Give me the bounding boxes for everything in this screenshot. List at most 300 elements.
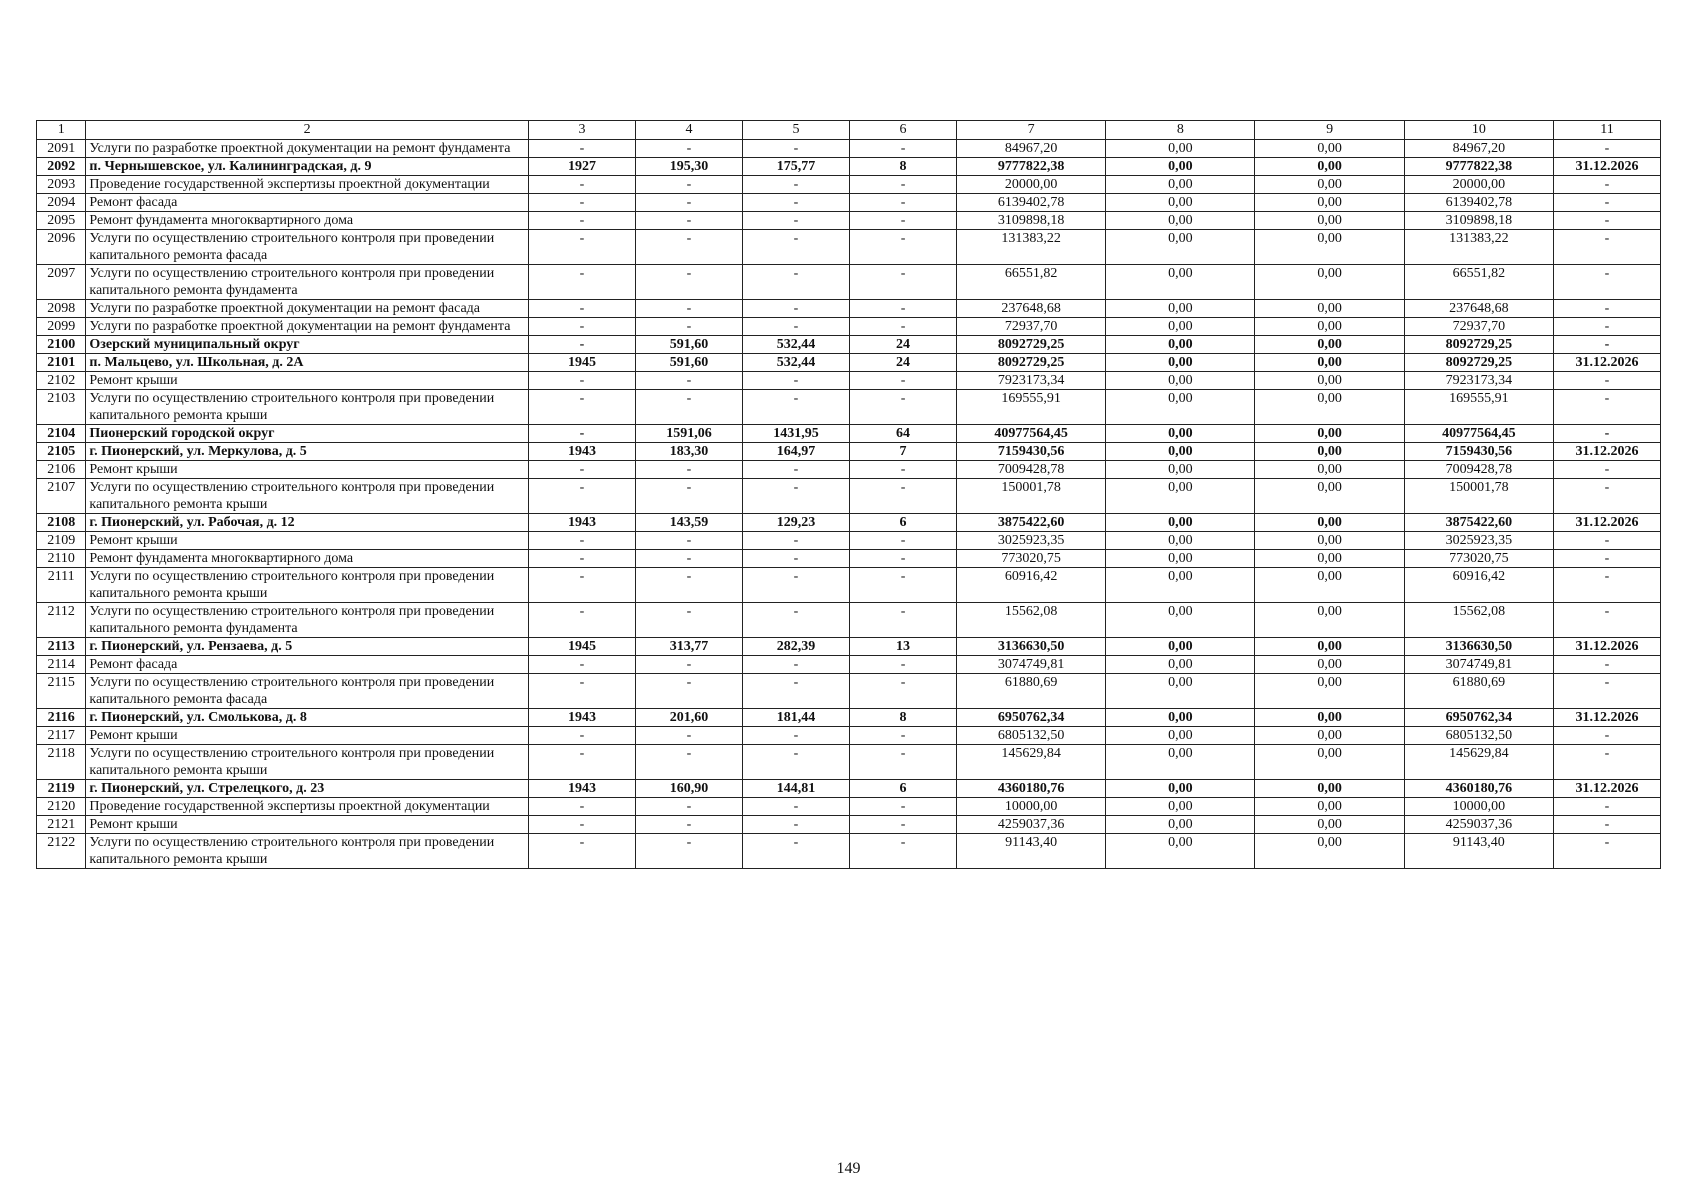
name-cell: Ремонт крыши [86, 532, 529, 550]
name-cell: Услуги по осуществлению строительного контроля при проведении капитального ремонта фасада [86, 674, 529, 709]
owners-fund-cell: 7923173,34 [1404, 372, 1553, 390]
area-living-cell: 175,77 [742, 158, 849, 176]
total-cost-cell: 66551,82 [957, 265, 1106, 300]
residents-cell: - [850, 798, 957, 816]
column-header-6: 6 [850, 121, 957, 140]
row-number-cell: 2116 [37, 709, 86, 727]
fund-a-cell: 0,00 [1106, 443, 1255, 461]
area-total-cell: 201,60 [635, 709, 742, 727]
name-cell: Озерский муниципальный округ [86, 336, 529, 354]
fund-a-cell: 0,00 [1106, 780, 1255, 798]
name-cell: г. Пионерский, ул. Рабочая, д. 12 [86, 514, 529, 532]
area-living-cell: 129,23 [742, 514, 849, 532]
total-cost-cell: 150001,78 [957, 479, 1106, 514]
deadline-cell: - [1553, 656, 1660, 674]
area-total-cell: - [635, 550, 742, 568]
fund-b-cell: 0,00 [1255, 194, 1404, 212]
name-cell: п. Чернышевское, ул. Калининградская, д. 9 [86, 158, 529, 176]
table-row [37, 568, 1661, 603]
residents-cell: 8 [850, 158, 957, 176]
fund-a-cell: 0,00 [1106, 550, 1255, 568]
deadline-cell: - [1553, 300, 1660, 318]
row-number-cell: 2117 [37, 727, 86, 745]
owners-fund-cell: 60916,42 [1404, 568, 1553, 603]
fund-a-cell: 0,00 [1106, 638, 1255, 656]
fund-a-cell: 0,00 [1106, 194, 1255, 212]
residents-cell: - [850, 656, 957, 674]
area-living-cell: - [742, 816, 849, 834]
row-number-cell: 2106 [37, 461, 86, 479]
deadline-cell: - [1553, 816, 1660, 834]
table-row [37, 372, 1661, 390]
name-cell: Ремонт фундамента многоквартирного дома [86, 550, 529, 568]
area-living-cell: - [742, 798, 849, 816]
deadline-cell: - [1553, 532, 1660, 550]
fund-a-cell: 0,00 [1106, 372, 1255, 390]
area-living-cell: - [742, 568, 849, 603]
table-row [37, 532, 1661, 550]
fund-b-cell: 0,00 [1255, 727, 1404, 745]
area-total-cell: - [635, 265, 742, 300]
owners-fund-cell: 91143,40 [1404, 834, 1553, 869]
year-cell: - [528, 318, 635, 336]
name-cell: Проведение государственной экспертизы проектной документации [86, 176, 529, 194]
total-cost-cell: 3109898,18 [957, 212, 1106, 230]
row-number-cell: 2108 [37, 514, 86, 532]
name-cell: Услуги по осуществлению строительного контроля при проведении капитального ремонта фундамента [86, 265, 529, 300]
name-cell: г. Пионерский, ул. Смолькова, д. 8 [86, 709, 529, 727]
year-cell: 1945 [528, 638, 635, 656]
area-total-cell: - [635, 300, 742, 318]
deadline-cell: - [1553, 372, 1660, 390]
area-living-cell: 282,39 [742, 638, 849, 656]
name-cell: Ремонт фундамента многоквартирного дома [86, 212, 529, 230]
fund-a-cell: 0,00 [1106, 798, 1255, 816]
table-row [37, 638, 1661, 656]
deadline-cell: - [1553, 568, 1660, 603]
table-row [37, 443, 1661, 461]
area-living-cell: - [742, 194, 849, 212]
name-cell: Ремонт фасада [86, 194, 529, 212]
total-cost-cell: 61880,69 [957, 674, 1106, 709]
name-cell: Ремонт крыши [86, 816, 529, 834]
row-number-cell: 2110 [37, 550, 86, 568]
deadline-cell: - [1553, 336, 1660, 354]
total-cost-cell: 6139402,78 [957, 194, 1106, 212]
document-sheet [36, 120, 1661, 869]
table-row [37, 140, 1661, 158]
residents-cell: - [850, 532, 957, 550]
area-total-cell: - [635, 745, 742, 780]
row-number-cell: 2100 [37, 336, 86, 354]
area-living-cell: - [742, 318, 849, 336]
year-cell: - [528, 798, 635, 816]
fund-a-cell: 0,00 [1106, 354, 1255, 372]
row-number-cell: 2097 [37, 265, 86, 300]
fund-b-cell: 0,00 [1255, 798, 1404, 816]
fund-a-cell: 0,00 [1106, 300, 1255, 318]
total-cost-cell: 60916,42 [957, 568, 1106, 603]
total-cost-cell: 7009428,78 [957, 461, 1106, 479]
name-cell: Услуги по осуществлению строительного контроля при проведении капитального ремонта крыши [86, 568, 529, 603]
fund-b-cell: 0,00 [1255, 479, 1404, 514]
area-living-cell: - [742, 603, 849, 638]
fund-b-cell: 0,00 [1255, 745, 1404, 780]
total-cost-cell: 7923173,34 [957, 372, 1106, 390]
area-total-cell: - [635, 798, 742, 816]
owners-fund-cell: 8092729,25 [1404, 354, 1553, 372]
owners-fund-cell: 7009428,78 [1404, 461, 1553, 479]
owners-fund-cell: 131383,22 [1404, 230, 1553, 265]
fund-a-cell: 0,00 [1106, 568, 1255, 603]
fund-b-cell: 0,00 [1255, 300, 1404, 318]
residents-cell: 8 [850, 709, 957, 727]
area-living-cell: 181,44 [742, 709, 849, 727]
area-total-cell: - [635, 140, 742, 158]
fund-b-cell: 0,00 [1255, 780, 1404, 798]
row-number-cell: 2091 [37, 140, 86, 158]
owners-fund-cell: 4360180,76 [1404, 780, 1553, 798]
fund-a-cell: 0,00 [1106, 390, 1255, 425]
name-cell: г. Пионерский, ул. Стрелецкого, д. 23 [86, 780, 529, 798]
residents-cell: - [850, 140, 957, 158]
name-cell: Ремонт крыши [86, 372, 529, 390]
residents-cell: 24 [850, 336, 957, 354]
row-number-cell: 2102 [37, 372, 86, 390]
fund-a-cell: 0,00 [1106, 727, 1255, 745]
name-cell: Услуги по осуществлению строительного контроля при проведении капитального ремонта фасада [86, 230, 529, 265]
area-total-cell: - [635, 532, 742, 550]
row-number-cell: 2112 [37, 603, 86, 638]
deadline-cell: - [1553, 461, 1660, 479]
fund-b-cell: 0,00 [1255, 656, 1404, 674]
deadline-cell: 31.12.2026 [1553, 514, 1660, 532]
area-living-cell: - [742, 212, 849, 230]
column-header-5: 5 [742, 121, 849, 140]
residents-cell: - [850, 479, 957, 514]
residents-cell: - [850, 230, 957, 265]
area-total-cell: - [635, 603, 742, 638]
fund-b-cell: 0,00 [1255, 514, 1404, 532]
year-cell: 1943 [528, 780, 635, 798]
row-number-cell: 2111 [37, 568, 86, 603]
owners-fund-cell: 40977564,45 [1404, 425, 1553, 443]
name-cell: Ремонт фасада [86, 656, 529, 674]
owners-fund-cell: 8092729,25 [1404, 336, 1553, 354]
table-row [37, 194, 1661, 212]
area-living-cell: - [742, 300, 849, 318]
year-cell: - [528, 300, 635, 318]
area-living-cell: - [742, 372, 849, 390]
deadline-cell: - [1553, 230, 1660, 265]
row-number-cell: 2105 [37, 443, 86, 461]
residents-cell: 24 [850, 354, 957, 372]
fund-a-cell: 0,00 [1106, 656, 1255, 674]
area-living-cell: 1431,95 [742, 425, 849, 443]
deadline-cell: 31.12.2026 [1553, 780, 1660, 798]
area-total-cell: - [635, 194, 742, 212]
area-total-cell: - [635, 390, 742, 425]
total-cost-cell: 72937,70 [957, 318, 1106, 336]
area-living-cell: 144,81 [742, 780, 849, 798]
owners-fund-cell: 237648,68 [1404, 300, 1553, 318]
year-cell: - [528, 425, 635, 443]
owners-fund-cell: 7159430,56 [1404, 443, 1553, 461]
column-header-10: 10 [1404, 121, 1553, 140]
area-total-cell: - [635, 568, 742, 603]
fund-a-cell: 0,00 [1106, 816, 1255, 834]
area-living-cell: 164,97 [742, 443, 849, 461]
deadline-cell: - [1553, 212, 1660, 230]
year-cell: - [528, 568, 635, 603]
fund-b-cell: 0,00 [1255, 212, 1404, 230]
area-living-cell: - [742, 656, 849, 674]
table-row [37, 674, 1661, 709]
name-cell: г. Пионерский, ул. Рензаева, д. 5 [86, 638, 529, 656]
row-number-cell: 2099 [37, 318, 86, 336]
year-cell: - [528, 479, 635, 514]
column-header-9: 9 [1255, 121, 1404, 140]
row-number-cell: 2109 [37, 532, 86, 550]
table-row [37, 354, 1661, 372]
area-living-cell: - [742, 230, 849, 265]
fund-b-cell: 0,00 [1255, 336, 1404, 354]
area-living-cell: - [742, 390, 849, 425]
residents-cell: - [850, 390, 957, 425]
table-row [37, 479, 1661, 514]
area-living-cell: - [742, 176, 849, 194]
total-cost-cell: 3025923,35 [957, 532, 1106, 550]
residents-cell: - [850, 176, 957, 194]
fund-b-cell: 0,00 [1255, 390, 1404, 425]
fund-a-cell: 0,00 [1106, 461, 1255, 479]
deadline-cell: 31.12.2026 [1553, 709, 1660, 727]
area-total-cell: - [635, 834, 742, 869]
name-cell: Услуги по осуществлению строительного контроля при проведении капитального ремонта фундамента [86, 603, 529, 638]
area-living-cell: - [742, 834, 849, 869]
area-total-cell: - [635, 372, 742, 390]
table-row [37, 780, 1661, 798]
year-cell: - [528, 727, 635, 745]
name-cell: Услуги по осуществлению строительного контроля при проведении капитального ремонта крыши [86, 745, 529, 780]
fund-a-cell: 0,00 [1106, 212, 1255, 230]
residents-cell: - [850, 265, 957, 300]
table-row [37, 834, 1661, 869]
table-row [37, 816, 1661, 834]
deadline-cell: - [1553, 745, 1660, 780]
area-living-cell: - [742, 479, 849, 514]
table-row [37, 461, 1661, 479]
year-cell: - [528, 834, 635, 869]
total-cost-cell: 4259037,36 [957, 816, 1106, 834]
row-number-cell: 2118 [37, 745, 86, 780]
name-cell: Услуги по осуществлению строительного контроля при проведении капитального ремонта крыши [86, 834, 529, 869]
column-header-2: 2 [86, 121, 529, 140]
name-cell: Услуги по осуществлению строительного контроля при проведении капитального ремонта крыши [86, 390, 529, 425]
table-row [37, 318, 1661, 336]
area-total-cell: - [635, 656, 742, 674]
fund-b-cell: 0,00 [1255, 176, 1404, 194]
deadline-cell: - [1553, 834, 1660, 869]
owners-fund-cell: 6805132,50 [1404, 727, 1553, 745]
deadline-cell: - [1553, 479, 1660, 514]
area-living-cell: - [742, 550, 849, 568]
residents-cell: - [850, 212, 957, 230]
deadline-cell: 31.12.2026 [1553, 443, 1660, 461]
table-row [37, 425, 1661, 443]
row-number-cell: 2092 [37, 158, 86, 176]
name-cell: Услуги по разработке проектной документации на ремонт фундамента [86, 318, 529, 336]
area-total-cell: - [635, 674, 742, 709]
row-number-cell: 2096 [37, 230, 86, 265]
residents-cell: - [850, 834, 957, 869]
owners-fund-cell: 6139402,78 [1404, 194, 1553, 212]
residents-cell: - [850, 461, 957, 479]
owners-fund-cell: 3109898,18 [1404, 212, 1553, 230]
deadline-cell: - [1553, 425, 1660, 443]
owners-fund-cell: 66551,82 [1404, 265, 1553, 300]
fund-a-cell: 0,00 [1106, 318, 1255, 336]
fund-a-cell: 0,00 [1106, 176, 1255, 194]
total-cost-cell: 6950762,34 [957, 709, 1106, 727]
area-total-cell: - [635, 230, 742, 265]
area-living-cell: 532,44 [742, 354, 849, 372]
residents-cell: - [850, 568, 957, 603]
year-cell: - [528, 390, 635, 425]
fund-a-cell: 0,00 [1106, 745, 1255, 780]
fund-b-cell: 0,00 [1255, 140, 1404, 158]
residents-cell: - [850, 603, 957, 638]
total-cost-cell: 8092729,25 [957, 336, 1106, 354]
deadline-cell: - [1553, 798, 1660, 816]
fund-a-cell: 0,00 [1106, 603, 1255, 638]
row-number-cell: 2104 [37, 425, 86, 443]
owners-fund-cell: 84967,20 [1404, 140, 1553, 158]
deadline-cell: 31.12.2026 [1553, 158, 1660, 176]
owners-fund-cell: 9777822,38 [1404, 158, 1553, 176]
owners-fund-cell: 10000,00 [1404, 798, 1553, 816]
area-living-cell: - [742, 140, 849, 158]
residents-cell: - [850, 550, 957, 568]
owners-fund-cell: 72937,70 [1404, 318, 1553, 336]
year-cell: 1943 [528, 709, 635, 727]
deadline-cell: - [1553, 265, 1660, 300]
residents-cell: - [850, 372, 957, 390]
row-number-cell: 2093 [37, 176, 86, 194]
row-number-cell: 2115 [37, 674, 86, 709]
fund-b-cell: 0,00 [1255, 532, 1404, 550]
deadline-cell: - [1553, 318, 1660, 336]
residents-cell: - [850, 816, 957, 834]
area-total-cell: 195,30 [635, 158, 742, 176]
table-row [37, 798, 1661, 816]
year-cell: - [528, 461, 635, 479]
residents-cell: - [850, 318, 957, 336]
owners-fund-cell: 20000,00 [1404, 176, 1553, 194]
fund-b-cell: 0,00 [1255, 834, 1404, 869]
year-cell: 1943 [528, 443, 635, 461]
owners-fund-cell: 3136630,50 [1404, 638, 1553, 656]
deadline-cell: 31.12.2026 [1553, 354, 1660, 372]
table-row [37, 603, 1661, 638]
fund-b-cell: 0,00 [1255, 709, 1404, 727]
table-row [37, 158, 1661, 176]
column-header-4: 4 [635, 121, 742, 140]
row-number-cell: 2094 [37, 194, 86, 212]
fund-a-cell: 0,00 [1106, 336, 1255, 354]
year-cell: - [528, 816, 635, 834]
fund-b-cell: 0,00 [1255, 158, 1404, 176]
owners-fund-cell: 169555,91 [1404, 390, 1553, 425]
row-number-cell: 2121 [37, 816, 86, 834]
area-total-cell: - [635, 176, 742, 194]
fund-b-cell: 0,00 [1255, 674, 1404, 709]
fund-a-cell: 0,00 [1106, 674, 1255, 709]
total-cost-cell: 131383,22 [957, 230, 1106, 265]
fund-a-cell: 0,00 [1106, 834, 1255, 869]
owners-fund-cell: 4259037,36 [1404, 816, 1553, 834]
year-cell: - [528, 745, 635, 780]
column-header-7: 7 [957, 121, 1106, 140]
row-number-cell: 2095 [37, 212, 86, 230]
residents-cell: - [850, 194, 957, 212]
owners-fund-cell: 3025923,35 [1404, 532, 1553, 550]
total-cost-cell: 10000,00 [957, 798, 1106, 816]
year-cell: 1945 [528, 354, 635, 372]
year-cell: - [528, 230, 635, 265]
area-living-cell: - [742, 532, 849, 550]
total-cost-cell: 7159430,56 [957, 443, 1106, 461]
name-cell: Ремонт крыши [86, 461, 529, 479]
area-total-cell: - [635, 816, 742, 834]
area-total-cell: 591,60 [635, 336, 742, 354]
area-total-cell: - [635, 479, 742, 514]
fund-b-cell: 0,00 [1255, 425, 1404, 443]
owners-fund-cell: 3074749,81 [1404, 656, 1553, 674]
area-living-cell: - [742, 727, 849, 745]
name-cell: Услуги по разработке проектной документации на ремонт фасада [86, 300, 529, 318]
residents-cell: 7 [850, 443, 957, 461]
table-row [37, 265, 1661, 300]
page-number: 149 [836, 1160, 861, 1177]
row-number-cell: 2114 [37, 656, 86, 674]
deadline-cell: - [1553, 603, 1660, 638]
year-cell: - [528, 194, 635, 212]
deadline-cell: - [1553, 176, 1660, 194]
fund-b-cell: 0,00 [1255, 816, 1404, 834]
table-row [37, 212, 1661, 230]
residents-cell: 6 [850, 780, 957, 798]
residents-cell: - [850, 674, 957, 709]
fund-b-cell: 0,00 [1255, 461, 1404, 479]
year-cell: 1943 [528, 514, 635, 532]
owners-fund-cell: 773020,75 [1404, 550, 1553, 568]
area-total-cell: - [635, 461, 742, 479]
table-row [37, 656, 1661, 674]
name-cell: Ремонт крыши [86, 727, 529, 745]
fund-a-cell: 0,00 [1106, 532, 1255, 550]
row-number-cell: 2119 [37, 780, 86, 798]
fund-b-cell: 0,00 [1255, 443, 1404, 461]
column-header-1: 1 [37, 121, 86, 140]
column-header-3: 3 [528, 121, 635, 140]
fund-b-cell: 0,00 [1255, 550, 1404, 568]
area-total-cell: 160,90 [635, 780, 742, 798]
year-cell: - [528, 603, 635, 638]
total-cost-cell: 4360180,76 [957, 780, 1106, 798]
name-cell: Услуги по разработке проектной документации на ремонт фундамента [86, 140, 529, 158]
table-row [37, 176, 1661, 194]
